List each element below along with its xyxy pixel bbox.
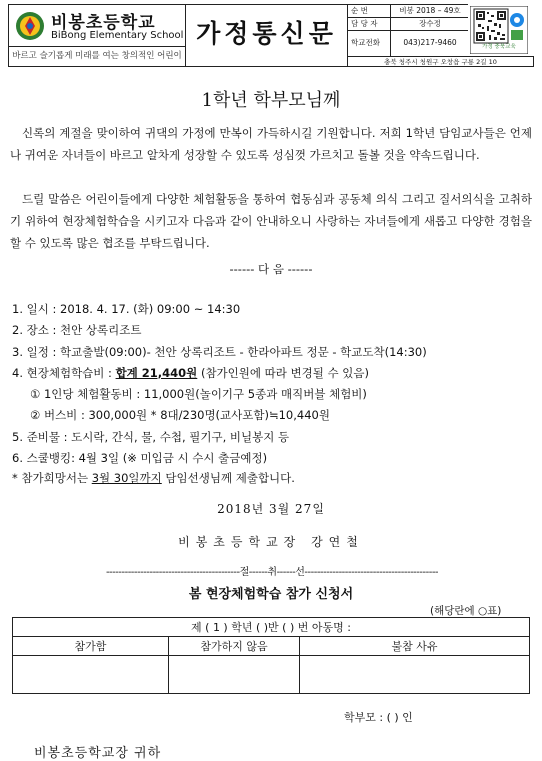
info-row-phone xyxy=(348,30,468,57)
col-reason-header: 불참 사유 xyxy=(300,637,530,656)
item-submit-note xyxy=(12,469,295,487)
addressee-line: 비봉초등학교장 귀하 xyxy=(34,746,162,761)
school-logo-box xyxy=(8,4,186,47)
item-school-banking: 6. 스쿨뱅킹: 4월 3일 (※ 미입금 시 수시 출금예정) xyxy=(12,451,268,465)
principal-signature: 비봉초등학교장 강연철 xyxy=(178,535,364,549)
submit-note-prefix: * 참가희망서는 xyxy=(12,471,92,485)
form-instruction: (해당란에 ○표) xyxy=(430,605,502,617)
submit-note-suffix: 담임선생님께 제출합니다. xyxy=(161,471,295,485)
item-cost-detail-1: ① 1인당 체험활동비 : 11,000원(놀이기구 5종과 매직버블 체험비) xyxy=(30,387,367,401)
school-name: 비봉초등학교 xyxy=(51,13,156,33)
info-key: 순 번 xyxy=(351,6,368,15)
info-table xyxy=(348,4,468,56)
item-cost-note: (참가인원에 따라 변경될 수 있음) xyxy=(197,366,369,380)
item-cost-detail-2: ② 버스비 : 300,000원 * 8대/230명(교사포함)≒10,440원 xyxy=(30,408,330,422)
info-value: 장수정 xyxy=(390,17,469,30)
info-value: 비봉 2018 – 49호 xyxy=(390,4,469,17)
school-address: 충북 청주시 청원구 오창읍 구룡 2길 10 xyxy=(348,56,534,67)
info-key: 담 당 자 xyxy=(351,19,378,28)
cut-line: -------------------------------------------절------취------선------------------------------------------- xyxy=(105,567,439,578)
info-key: 학교전화 xyxy=(351,38,380,47)
info-row-manager xyxy=(348,17,468,31)
info-row-number xyxy=(348,4,468,18)
newsletter-header xyxy=(8,4,534,68)
item-cost xyxy=(12,364,369,382)
item-date: 1. 일시 : 2018. 4. 17. (화) 09:00 ~ 14:30 xyxy=(12,302,241,316)
col-absent-header: 참가하지 않음 xyxy=(169,637,300,656)
form-title: 봄 현장체험학습 참가 신청서 xyxy=(188,587,354,602)
submit-deadline: 3월 30일까지 xyxy=(91,471,162,485)
purpose-paragraph: 드릴 말씀은 어린이들에게 다양한 체험활동을 통하여 협동심과 공동체 의식 그리고 질서의식을 고취하기 위하여 현장체험학습을 시키고자 다음과 같이 안내하오니 사랑하는 자녀들에게 새롭고 다양한 경험을 할 수 있도록 많은 협조를 부탁드립니다. xyxy=(10,192,532,250)
item-supplies: 5. 준비물 : 도시락, 간식, 물, 수첩, 필기구, 비닐봉지 등 xyxy=(12,430,290,444)
application-form-table xyxy=(12,617,530,694)
section-title: ------ 다 음 ------ xyxy=(229,262,313,276)
info-value: 043)217-9460 xyxy=(390,30,469,56)
school-emblem-icon xyxy=(15,11,45,41)
absent-cell[interactable] xyxy=(169,656,300,694)
attend-cell[interactable] xyxy=(13,656,169,694)
reason-cell[interactable] xyxy=(300,656,530,694)
qr-caption: 가정 충북교육 xyxy=(482,44,516,50)
item-schedule: 3. 일정 : 학교출발(09:00)- 천안 상록리조트 - 한라아파트 정문 - 학교도착(14:30) xyxy=(12,345,427,359)
item-cost-label: 4. 현장체험학습비 : xyxy=(12,366,116,380)
parent-signature-line[interactable]: 학부모 : ( ) 인 xyxy=(344,711,413,724)
newsletter-title: 가정통신문 xyxy=(186,4,348,67)
item-cost-total: 합계 21,440원 xyxy=(115,366,198,380)
issue-date: 2018년 3월 27일 xyxy=(217,502,325,516)
greeting-paragraph: 신록의 계절을 맞이하여 귀댁의 가정에 만복이 가득하시길 기원합니다. 저희 1학년 담임교사들은 언제나 귀여운 자녀들이 바르고 알차게 성장할 수 있도록 성심껏 가르치고 돌볼 것을 약속드립니다. xyxy=(10,126,532,162)
school-name-english: BiBong Elementary School xyxy=(51,30,184,41)
school-motto: 바르고 슬기롭게 미래를 여는 창의적인 어린이 xyxy=(8,47,186,67)
item-place: 2. 장소 : 천안 상록리조트 xyxy=(12,323,142,337)
col-attend-header: 참가함 xyxy=(13,637,169,656)
class-info-row[interactable]: 제 ( 1 ) 학년 ( )반 ( ) 번 아동명 : xyxy=(13,618,530,637)
page-title: 1학년 학부모님께 xyxy=(201,90,341,111)
